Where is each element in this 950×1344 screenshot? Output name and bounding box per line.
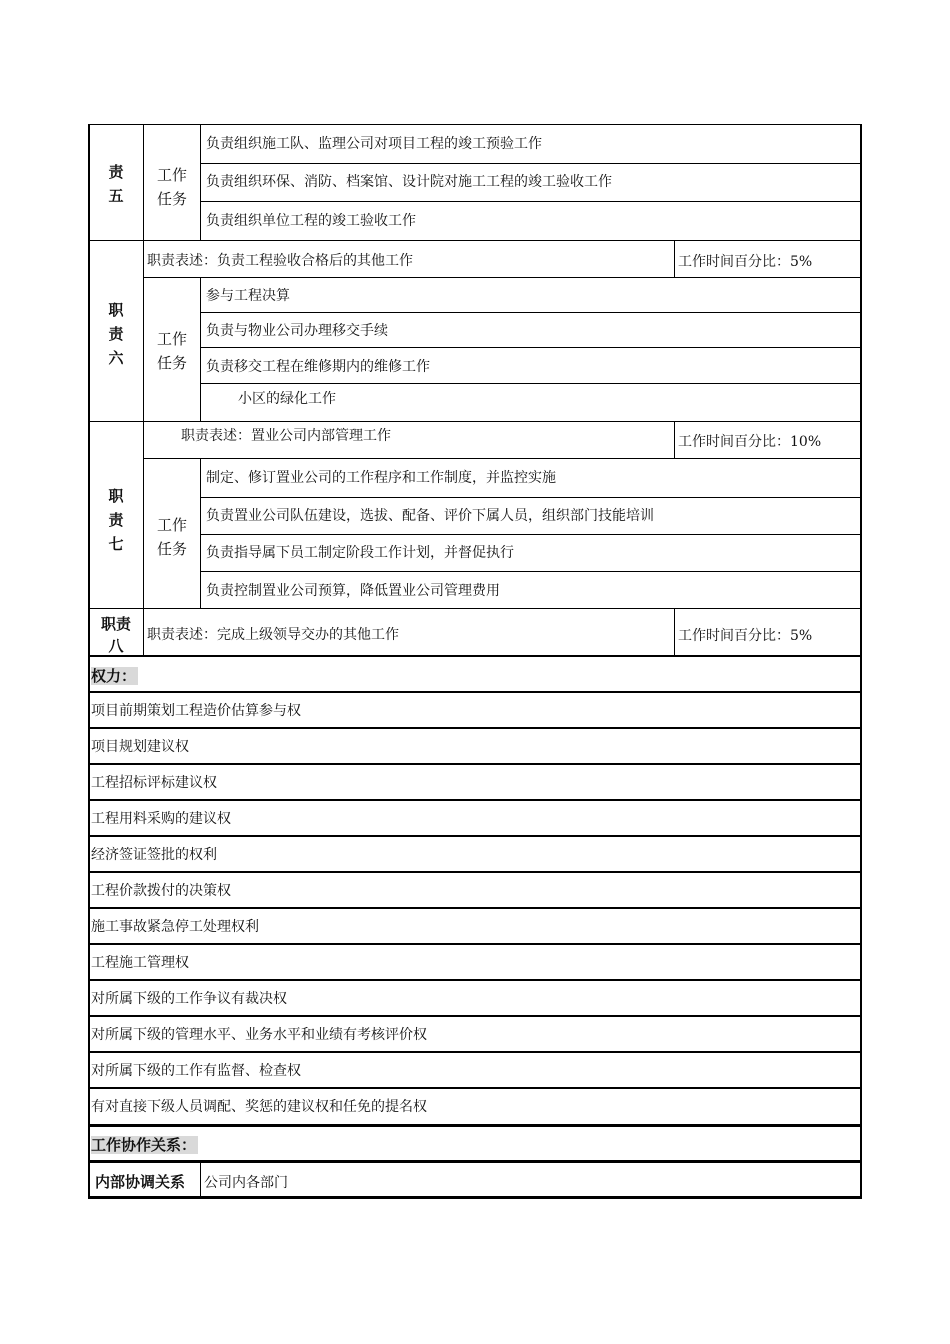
- power-item: 对所属下级的管理水平、业务水平和业绩有考核评价权: [91, 1027, 427, 1043]
- row-line: [143, 277, 861, 278]
- row-line: [88, 979, 862, 981]
- duty-5-task: 负责组织单位工程的竣工验收工作: [206, 213, 416, 229]
- row-line: [200, 201, 861, 202]
- row-line: [200, 163, 861, 164]
- time-col-divider-7: [674, 422, 675, 459]
- row-line: [88, 1015, 862, 1017]
- duty-7-task: 制定、修订置业公司的工作程序和工作制度，并监控实施: [206, 470, 556, 486]
- task-col-divider-5: [200, 124, 201, 240]
- power-item: 项目前期策划工程造价估算参与权: [91, 703, 301, 719]
- duty-6-statement: 职责表述：负责工程验收合格后的其他工作: [147, 253, 413, 269]
- duty-8-label: 职责 八: [100, 615, 131, 655]
- row-line: [88, 691, 862, 693]
- table-border-top: [88, 124, 862, 125]
- duty-6-task: 负责与物业公司办理移交手续: [206, 323, 388, 339]
- row-line: [88, 608, 862, 609]
- power-item: 工程用料采购的建议权: [91, 811, 231, 827]
- row-line: [88, 727, 862, 729]
- row-line: [200, 383, 861, 384]
- power-item: 工程价款拨付的决策权: [91, 883, 231, 899]
- row-line: [200, 534, 861, 535]
- duty-7-statement: 职责表述：置业公司内部管理工作: [181, 428, 391, 444]
- duty-5-task-label: 工作 任务: [156, 166, 187, 208]
- table-border-right: [860, 124, 862, 1199]
- internal-relations-value: 公司内各部门: [204, 1175, 288, 1191]
- duty-8-time: 工作时间百分比：5%: [678, 628, 813, 644]
- duty-5-label-char: 责: [108, 163, 124, 181]
- row-line: [88, 1051, 862, 1053]
- relations-heading: 工作协作关系：: [91, 1136, 197, 1154]
- time-col-divider-8: [674, 609, 675, 655]
- power-item: 工程招标评标建议权: [91, 775, 217, 791]
- duty-7-time: 工作时间百分比：10%: [678, 434, 822, 450]
- duty-7-task: 负责置业公司队伍建设，选拔、配备、评价下属人员，组织部门技能培训: [206, 508, 654, 524]
- power-item: 工程施工管理权: [91, 955, 189, 971]
- duty-5-task: 负责组织施工队、监理公司对项目工程的竣工预验工作: [206, 136, 542, 152]
- duty-5-task: 负责组织环保、消防、档案馆、设计院对施工工程的竣工验收工作: [206, 174, 612, 190]
- row-line: [88, 799, 862, 801]
- time-col-divider-6: [674, 241, 675, 277]
- duty-7-task: 负责指导属下员工制定阶段工作计划，并督促执行: [206, 545, 514, 561]
- power-item: 对所属下级的工作有监督、检查权: [91, 1063, 301, 1079]
- power-item: 对所属下级的工作争议有裁决权: [91, 991, 287, 1007]
- duty-7-label: 职 责 七: [108, 487, 124, 553]
- table-border-left: [88, 124, 90, 1199]
- duty-8-statement: 职责表述：完成上级领导交办的其他工作: [147, 627, 399, 643]
- power-item: 有对直接下级人员调配、奖惩的建议权和任免的提名权: [91, 1099, 427, 1115]
- row-line: [200, 571, 861, 572]
- row-line: [88, 240, 862, 241]
- duty-6-task: 参与工程决算: [206, 288, 290, 304]
- powers-heading: 权力：: [91, 667, 137, 685]
- duty-6-task-label: 工作 任务: [156, 330, 187, 372]
- row-line: [88, 943, 862, 945]
- row-line: [88, 1087, 862, 1089]
- power-item: 经济签证签批的权利: [91, 847, 217, 863]
- duty-5-label-char: 五: [108, 187, 124, 205]
- row-line: [88, 763, 862, 765]
- row-line: [88, 871, 862, 873]
- row-line: [88, 835, 862, 837]
- row-line: [88, 421, 862, 422]
- power-item: 项目规划建议权: [91, 739, 189, 755]
- duty-6-task: 负责移交工程在维修期内的维修工作: [206, 359, 430, 375]
- row-line: [88, 1124, 862, 1127]
- row-line: [200, 347, 861, 348]
- duty-6-time: 工作时间百分比：5%: [678, 254, 813, 270]
- relations-col-divider: [200, 1163, 201, 1197]
- duty-6-task: 小区的绿化工作: [238, 391, 336, 407]
- row-line: [88, 907, 862, 909]
- duty-7-task-label: 工作 任务: [156, 516, 187, 558]
- duty-5-label: [89, 160, 143, 208]
- row-line: [88, 655, 862, 657]
- task-col-divider-6: [200, 277, 201, 421]
- row-line: [88, 1160, 862, 1163]
- duty-6-label: 职 责 六: [108, 301, 124, 367]
- table-border-bottom: [88, 1196, 862, 1199]
- power-item: 施工事故紧急停工处理权利: [91, 919, 259, 935]
- duty-7-task: 负责控制置业公司预算，降低置业公司管理费用: [206, 583, 500, 599]
- row-line: [200, 497, 861, 498]
- row-line: [200, 312, 861, 313]
- internal-relations-label: 内部协调关系: [95, 1173, 186, 1191]
- row-line: [143, 458, 861, 459]
